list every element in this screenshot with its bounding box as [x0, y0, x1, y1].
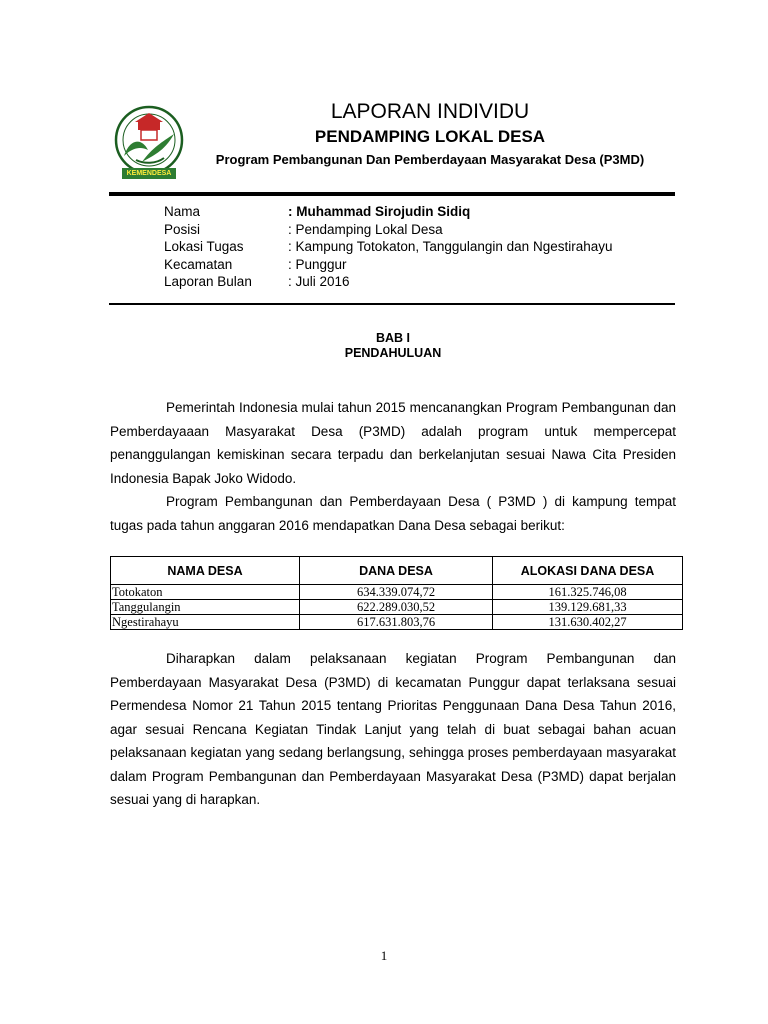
- header-divider: [109, 192, 675, 196]
- info-row-nama: [164, 203, 470, 221]
- info-label: Laporan Bulan: [164, 274, 252, 289]
- paragraph-1: Pemerintah Indonesia mulai tahun 2015 mencanangkan Program Pembangunan dan Pemberdayaaan Masyarakat Desa (P3MD) adalah program untuk mempercepat penanggulangan kemiskinan secara terpadu dan berkelanjutan sesuai Nawa Cita Presiden Indonesia Bapak Joko Widodo.: [110, 400, 676, 486]
- cell-alokasi: 139.129.681,33: [493, 600, 683, 615]
- column-header: DANA DESA: [300, 557, 493, 585]
- table-row: [111, 615, 683, 630]
- info-row-laporan-bulan: [164, 273, 350, 291]
- program-name: Program Pembangunan Dan Pemberdayaan Masyarakat Desa (P3MD): [215, 152, 645, 167]
- info-value: : Juli 2016: [288, 274, 350, 289]
- cell-alokasi: 161.325.746,08: [493, 585, 683, 600]
- cell-dana: 617.631.803,76: [300, 615, 493, 630]
- info-divider: [109, 303, 675, 305]
- report-subtitle: PENDAMPING LOKAL DESA: [314, 127, 546, 146]
- info-row-lokasi: [164, 238, 613, 256]
- paragraph-3: Diharapkan dalam pelaksanaan kegiatan Program Pembangunan dan Pemberdayaan Masyarakat Desa (P3MD) di kecamatan Punggur dapat terlaksana sesuai Permendesa Nomor 21 Tahun 2015 tentang Prioritas Penggunaan Dana Desa Tahun 2016, agar sesuai Rencana Kegiatan Tindak Lanjut yang telah di buat sebagai bahan acuan pelaksanaan kegiatan yang sedang berlangsung, sehingga proses pemberdayaan masyarakat dalam Program Pembangunan dan Pemberdayaan Masyarakat Desa (P3MD) dapat berjalan sesuai yang di harapkan.: [110, 651, 676, 807]
- info-row-kecamatan: [164, 256, 347, 274]
- cell-desa: Tanggulangin: [111, 600, 300, 615]
- cell-alokasi: 131.630.402,27: [493, 615, 683, 630]
- info-value: : Muhammad Sirojudin Sidiq: [288, 204, 471, 219]
- info-value: : Pendamping Lokal Desa: [288, 222, 443, 237]
- info-label: Lokasi Tugas: [164, 239, 244, 254]
- page-number: 1: [380, 948, 388, 963]
- info-label: Posisi: [164, 222, 201, 237]
- cell-desa: Totokaton: [111, 585, 300, 600]
- info-value: : Kampung Totokaton, Tanggulangin dan Ngestirahayu: [288, 239, 613, 254]
- report-title: LAPORAN INDIVIDU: [330, 100, 530, 123]
- logo-caption: KEMENDESA: [122, 168, 176, 179]
- column-header: NAMA DESA: [111, 557, 300, 585]
- chapter-number: BAB I: [375, 331, 411, 345]
- info-label: Nama: [164, 204, 201, 219]
- table-row: [111, 585, 683, 600]
- cell-desa: Ngestirahayu: [111, 615, 300, 630]
- dana-desa-table: [110, 556, 683, 630]
- cell-dana: 634.339.074,72: [300, 585, 493, 600]
- closing-text: [110, 647, 676, 812]
- table-header-row: [111, 557, 683, 585]
- cell-dana: 622.289.030,52: [300, 600, 493, 615]
- intro-text: [110, 396, 676, 537]
- paragraph-2: Program Pembangunan dan Pemberdayaan Desa ( P3MD ) di kampung tempat tugas pada tahun anggaran 2016 mendapatkan Dana Desa sebagai berikut:: [110, 494, 676, 533]
- table-row: [111, 600, 683, 615]
- info-value: : Punggur: [288, 257, 347, 272]
- kemendesa-logo: [108, 104, 190, 184]
- column-header: ALOKASI DANA DESA: [493, 557, 683, 585]
- info-row-posisi: [164, 221, 443, 239]
- info-label: Kecamatan: [164, 257, 233, 272]
- chapter-title: PENDAHULUAN: [344, 346, 442, 360]
